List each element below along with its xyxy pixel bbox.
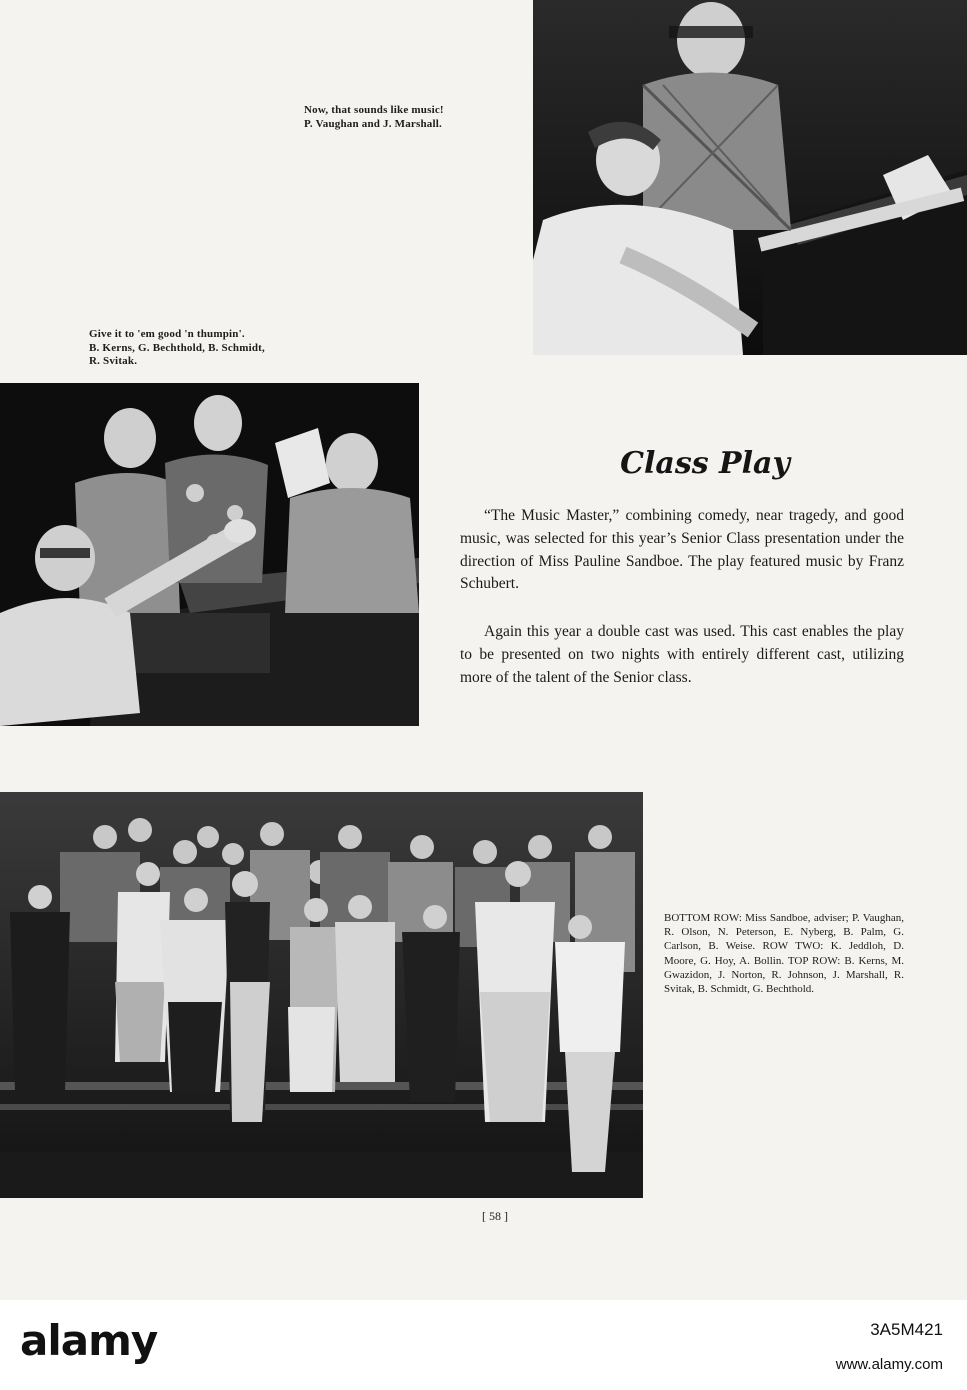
caption-quartet-photo (89, 328, 379, 369)
photo-piano-quartet (0, 383, 419, 726)
photo-piano-duo (533, 0, 967, 355)
caption-cast-photo: BOTTOM ROW: Miss Sandboe, adviser; P. Vaughan, R. Olson, N. Peterson, E. Nyberg, B. Palm, G. Carlson, B. Weise. ROW TWO: K. Jeddloh, D. Moore, G. Hoy, A. Bollin. TOP ROW: B. Kerns, M. Gwazidon, J. Norton, R. Johnson, J. Marshall, R. Svitak, B. Schmidt, G. Bechthold. (664, 912, 904, 996)
caption-piano-photo (304, 104, 518, 131)
article-title: Class Play (620, 446, 790, 481)
page-number: [ 58 ] (482, 1209, 508, 1223)
caption-quartet-line-3: R. Svitak. (89, 355, 138, 367)
article-paragraph-2: Again this year a double cast was used. This cast enables the play to be presented on two nights with entirely different cast, utilizing more of the talent of the Senior class. (460, 623, 904, 686)
image-id-label: 3A5M421 (870, 1320, 943, 1339)
site-url-label: www.alamy.com (835, 1356, 943, 1373)
brand-logo: alamy (20, 1316, 158, 1365)
caption-quartet-line-1: Give it to 'em good 'n thumpin'. (89, 328, 245, 340)
caption-piano-line-2: P. Vaughan and J. Marshall. (304, 117, 442, 130)
photo-cast-group (0, 792, 643, 1198)
photo-cast-illustration (0, 792, 643, 1198)
photo-piano-illustration (533, 0, 967, 355)
article-paragraph-1: “The Music Master,” combining comedy, near tragedy, and good music, was selected for this year’s Senior Class presentation under the direction of Miss Pauline Sandboe. The play featured music by Franz Schubert. (460, 507, 904, 593)
caption-quartet-line-2: B. Kerns, G. Bechthold, B. Schmidt, (89, 341, 265, 354)
stock-footer (0, 1300, 967, 1390)
photo-quartet-illustration (0, 383, 419, 726)
caption-piano-line-1: Now, that sounds like music! (304, 104, 444, 116)
